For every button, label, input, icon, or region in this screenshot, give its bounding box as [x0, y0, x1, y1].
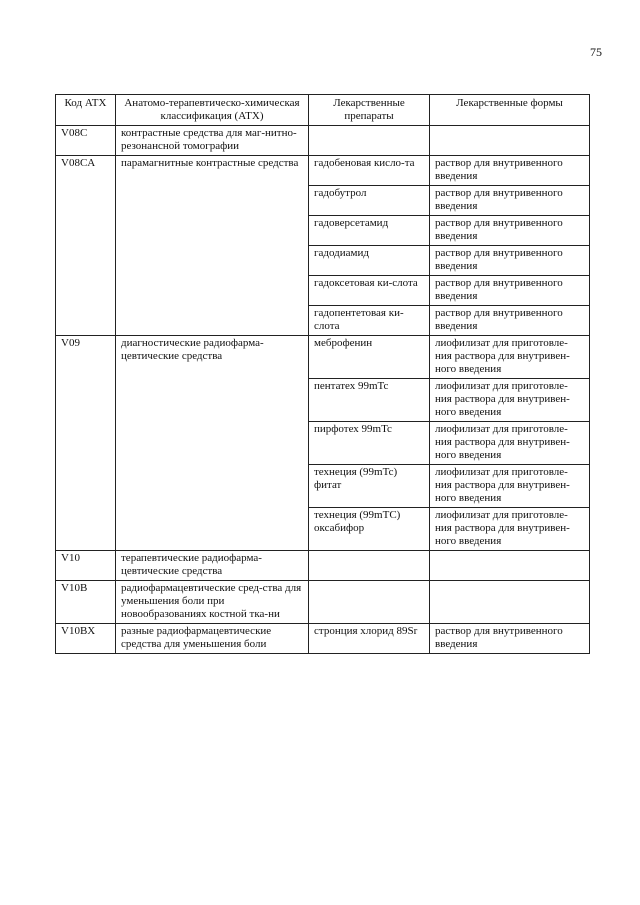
dosage-form: раствор для внутривенного введения — [430, 276, 590, 306]
dosage-form: раствор для внутривенного введения — [430, 156, 590, 186]
table-row — [56, 336, 590, 379]
drug-name — [309, 551, 430, 581]
atx-code: V10BX — [56, 624, 116, 654]
header-classification: Анатомо-терапевтическо-химическая классификация (АТХ) — [116, 95, 309, 126]
dosage-form: раствор для внутривенного введения — [430, 306, 590, 336]
dosage-form: лиофилизат для приготовле-ния раствора для внутривен-ного введения — [430, 336, 590, 379]
drug-name: гадобеновая кисло-та — [309, 156, 430, 186]
atx-classification: контрастные средства для маг-нитно-резонансной томографии — [116, 126, 309, 156]
dosage-form: лиофилизат для приготовле-ния раствора для внутривен-ного введения — [430, 379, 590, 422]
atx-classification: терапевтические радиофарма-цевтические средства — [116, 551, 309, 581]
drug-name: технеция (99mTc) фитат — [309, 465, 430, 508]
table-header-row — [56, 95, 590, 126]
atx-code: V08CA — [56, 156, 116, 336]
header-forms: Лекарственные формы — [430, 95, 590, 126]
dosage-form — [430, 551, 590, 581]
atx-table — [55, 94, 590, 654]
table-row — [56, 624, 590, 654]
dosage-form: раствор для внутривенного введения — [430, 624, 590, 654]
dosage-form — [430, 581, 590, 624]
atx-classification: парамагнитные контрастные средства — [116, 156, 309, 336]
table-row — [56, 126, 590, 156]
dosage-form: лиофилизат для приготовле-ния раствора для внутривен-ного введения — [430, 465, 590, 508]
header-drugs: Лекарственные препараты — [309, 95, 430, 126]
dosage-form: лиофилизат для приготовле-ния раствора для внутривен-ного введения — [430, 508, 590, 551]
drug-name: пентатех 99mTc — [309, 379, 430, 422]
dosage-form: раствор для внутривенного введения — [430, 246, 590, 276]
drug-name: технеция (99mTC) оксабифор — [309, 508, 430, 551]
dosage-form — [430, 126, 590, 156]
drug-name — [309, 126, 430, 156]
atx-classification: диагностические радиофарма-цевтические средства — [116, 336, 309, 551]
drug-name: пирфотех 99mTc — [309, 422, 430, 465]
drug-name: стронция хлорид 89Sr — [309, 624, 430, 654]
drug-name: меброфенин — [309, 336, 430, 379]
atx-classification: разные радиофармацевтические средства для уменьшения боли — [116, 624, 309, 654]
table-row — [56, 156, 590, 186]
atx-code: V08C — [56, 126, 116, 156]
atx-classification: радиофармацевтические сред-ства для уменьшения боли при новообразованиях костной тка-ни — [116, 581, 309, 624]
header-code: Код АТХ — [56, 95, 116, 126]
drug-name: гадобутрол — [309, 186, 430, 216]
atx-code: V10B — [56, 581, 116, 624]
page-number: 75 — [590, 45, 602, 59]
dosage-form: лиофилизат для приготовле-ния раствора для внутривен-ного введения — [430, 422, 590, 465]
atx-code: V09 — [56, 336, 116, 551]
table-row — [56, 551, 590, 581]
dosage-form: раствор для внутривенного введения — [430, 186, 590, 216]
drug-name: гадоверсетамид — [309, 216, 430, 246]
drug-name — [309, 581, 430, 624]
atx-code: V10 — [56, 551, 116, 581]
table-row — [56, 581, 590, 624]
drug-name: гадоксетовая ки-слота — [309, 276, 430, 306]
drug-name: гадопентетовая ки-слота — [309, 306, 430, 336]
dosage-form: раствор для внутривенного введения — [430, 216, 590, 246]
drug-name: гадодиамид — [309, 246, 430, 276]
